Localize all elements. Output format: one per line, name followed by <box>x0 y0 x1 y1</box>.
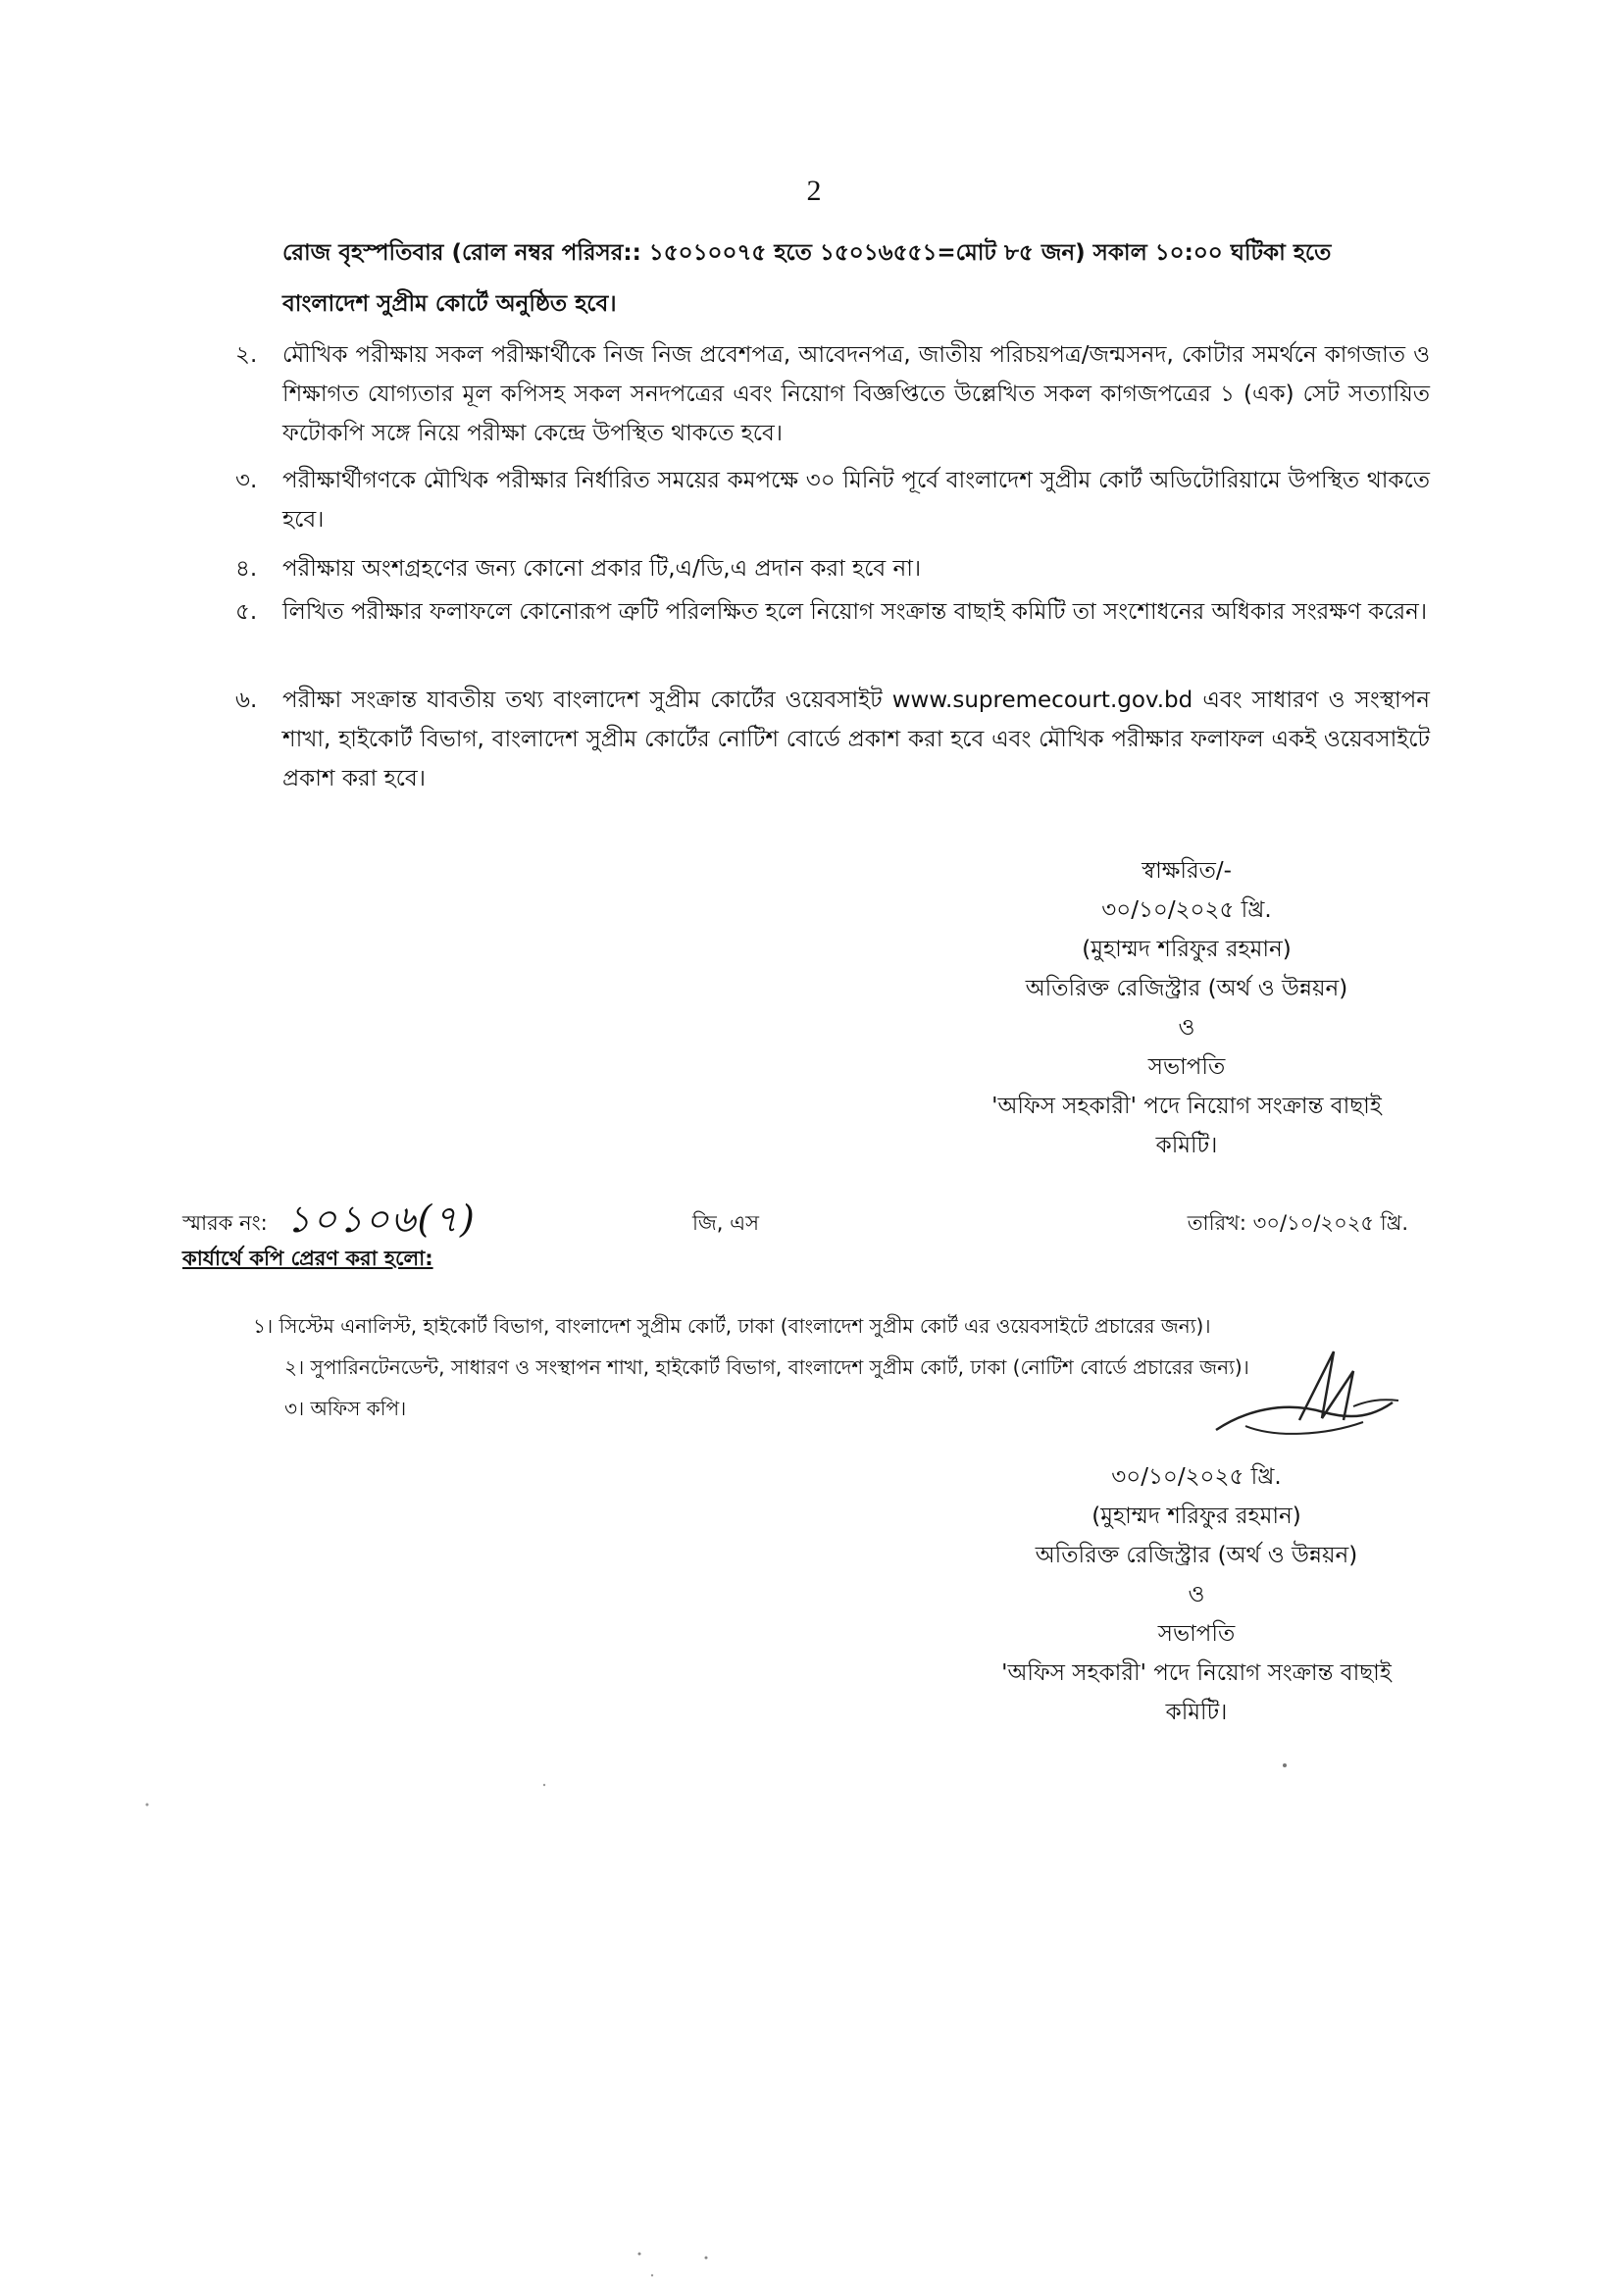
signature-1-name: (মুহাম্মদ শরিফুর রহমান) <box>1082 937 1292 962</box>
item-3-text: পরীক্ষার্থীগণকে মৌখিক পরীক্ষার নির্ধারিত সময়ের কমপক্ষে ৩০ মিনিট পূর্বে বাংলাদেশ সুপ্রীম কোর্ট অডিটোরিয়ামে উপস্থিত থাকতে হবে। <box>282 468 1430 533</box>
signature-2-committee-line-2: কমিটি। <box>1165 1700 1228 1725</box>
item-5-number: ৫. <box>235 599 258 625</box>
signature-2-chair: সভাপতি <box>1157 1621 1236 1647</box>
copy-item-1: ১। সিস্টেম এনালিস্ট, হাইকোর্ট বিভাগ, বাংলাদেশ সুপ্রীম কোর্ট, ঢাকা (বাংলাদেশ সুপ্রীম কোর্ট এর ওয়েবসাইটে প্রচারের জন্য)। <box>253 1314 1211 1338</box>
item-6-text: পরীক্ষা সংক্রান্ত যাবতীয় তথ্য বাংলাদেশ সুপ্রীম কোর্টের ওয়েবসাইট www.supremecourt.gov.bd এবং সাধারণ ও সংস্থাপন শাখা, হাইকোর্ট বিভাগ, বাংলাদেশ সুপ্রীম কোর্টের নোটিশ বোর্ডে প্রকাশ করা হবে এবং মৌখিক পরীক্ষার ফলাফল একই ওয়েবসাইটে প্রকাশ করা হবে। <box>282 688 1430 791</box>
memo-section: জি, এস <box>692 1211 759 1235</box>
copy-heading: কার্যার্থে কপি প্রেরণ করা হলো: <box>182 1247 433 1270</box>
item-5-text: লিখিত পরীক্ষার ফলাফলে কোনোরূপ ত্রুটি পরিলক্ষিত হলে নিয়োগ সংক্রান্ত বাছাই কমিটি তা সংশোধনের অধিকার সংরক্ষণ করেন। <box>282 599 1428 625</box>
signature-2-and: ও <box>1188 1582 1205 1607</box>
signature-2-designation: অতিরিক্ত রেজিস্ট্রার (অর্থ ও উন্নয়ন) <box>1035 1543 1358 1568</box>
item-4-text: পরীক্ষায় অংশগ্রহণের জন্য কোনো প্রকার টি,এ/ডি,এ প্রদান করা হবে না। <box>282 556 922 582</box>
signature-1-designation: অতিরিক্ত রেজিস্ট্রার (অর্থ ও উন্নয়ন) <box>1025 976 1348 1001</box>
signature-2-committee-line-1: 'অফিস সহকারী' পদে নিয়োগ সংক্রান্ত বাছাই <box>1001 1660 1392 1686</box>
copy-item-2: ২। সুপারিনটেনডেন্ট, সাধারণ ও সংস্থাপন শাখা, হাইকোর্ট বিভাগ, বাংলাদেশ সুপ্রীম কোর্ট, ঢাকা (নোটিশ বোর্ডে প্রচারের জন্য)। <box>284 1355 1249 1379</box>
memo-number-handwritten: ১০১০৬(৭) <box>286 1198 477 1241</box>
signature-1-and: ও <box>1178 1015 1195 1041</box>
item-2-number: ২. <box>235 342 258 368</box>
signature-1-chair: সভাপতি <box>1147 1054 1226 1080</box>
item-3-number: ৩. <box>235 468 258 493</box>
item-4-number: ৪. <box>235 556 258 582</box>
memo-label: স্মারক নং: <box>182 1211 268 1235</box>
intro-line-2: বাংলাদেশ সুপ্রীম কোর্টে অনুষ্ঠিত হবে। <box>282 291 617 317</box>
signature-1-committee-line-1: 'অফিস সহকারী' পদে নিয়োগ সংক্রান্ত বাছাই <box>991 1094 1382 1119</box>
intro-line-1: রোজ বৃহস্পতিবার (রোল নম্বর পরিসর:: ১৫০১০০৭৫ হতে ১৫০১৬৫৫১=মোট ৮৫ জন) সকাল ১০:০০ ঘটিকা হতে <box>282 240 1332 266</box>
page-number: 2 <box>806 175 822 207</box>
item-6-number: ৬. <box>235 688 258 713</box>
signature-2-date: ৩০/১০/২০২৫ খ্রি. <box>1111 1464 1282 1490</box>
copy-item-3: ৩। অফিস কপি। <box>284 1397 407 1420</box>
memo-date: তারিখ: ৩০/১০/২০২৫ খ্রি. <box>1187 1211 1408 1235</box>
signature-1-committee-line-2: কমিটি। <box>1155 1133 1218 1158</box>
item-2-text: মৌখিক পরীক্ষায় সকল পরীক্ষার্থীকে নিজ নিজ প্রবেশপত্র, আবেদনপত্র, জাতীয় পরিচয়পত্র/জন্মসনদ, কোটার সমর্থনে কাগজাত ও শিক্ষাগত যোগ্যতার মূল কপিসহ সকল সনদপত্রের এবং নিয়োগ বিজ্ঞপ্তিতে উল্লেখিত সকল কাগজপত্রের ১ (এক) সেট সত্যায়িত ফটোকপি সঙ্গে নিয়ে পরীক্ষা কেন্দ্রে উপস্থিত থাকতে হবে। <box>282 342 1430 446</box>
signed-mark: স্বাক্ষরিত/- <box>1142 858 1232 884</box>
signature-1-date: ৩০/১০/২০২৫ খ্রি. <box>1101 897 1272 923</box>
signature-2-name: (মুহাম্মদ শরিফুর রহমান) <box>1091 1504 1301 1529</box>
